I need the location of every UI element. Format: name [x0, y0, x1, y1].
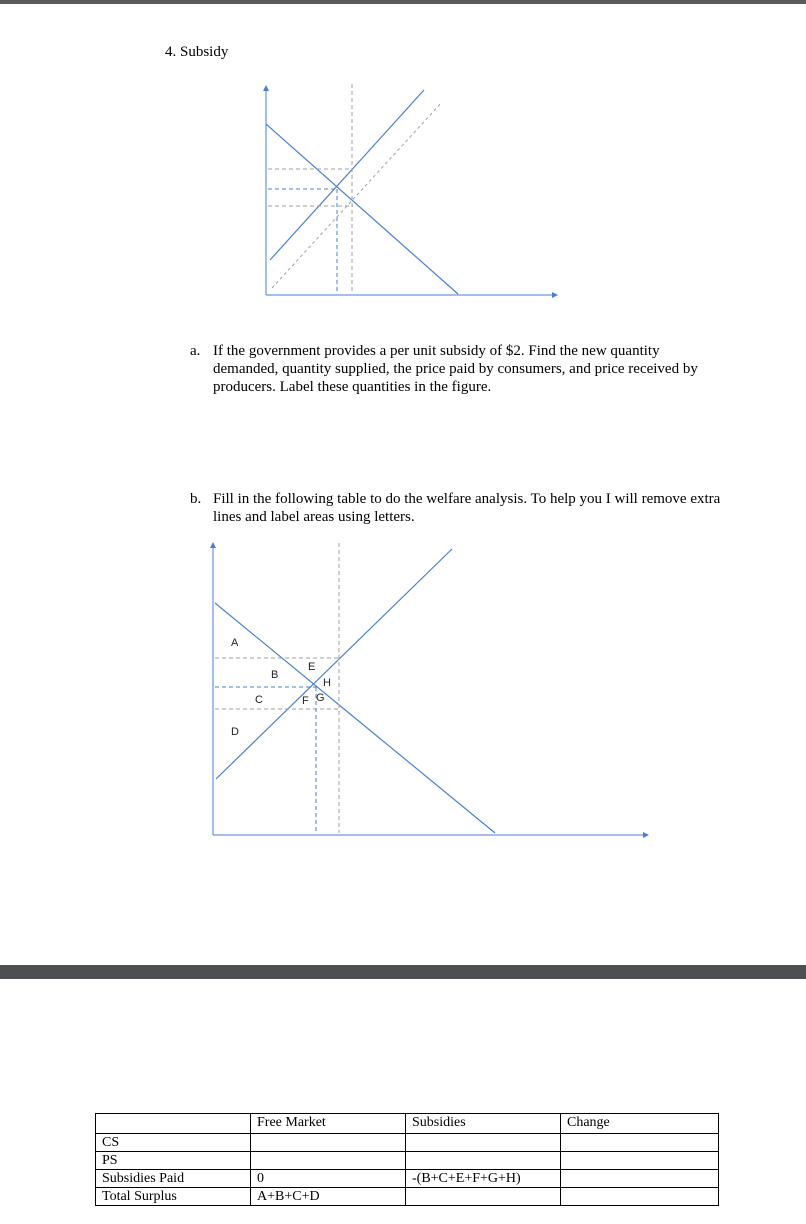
table-row: [96, 1188, 719, 1206]
table-header-cell: Subsidies: [406, 1114, 561, 1134]
question-a-label: a.: [190, 343, 201, 359]
table-row: [96, 1170, 719, 1188]
table-cell: -(B+C+E+F+G+H): [406, 1170, 561, 1188]
table-header-cell: Free Market: [251, 1114, 406, 1134]
table-row: [96, 1152, 719, 1170]
area-label-f: F: [302, 695, 309, 707]
table-header-cell: Change: [561, 1114, 719, 1134]
table-header-row: [96, 1114, 719, 1134]
table-cell: [561, 1134, 719, 1152]
table-cell: [561, 1188, 719, 1206]
table-cell: [406, 1152, 561, 1170]
table-row-label: PS: [96, 1152, 251, 1170]
table-row-label: Total Surplus: [96, 1188, 251, 1206]
table-cell: [251, 1152, 406, 1170]
fig2-demand-curve: [215, 603, 495, 833]
table-cell: A+B+C+D: [251, 1188, 406, 1206]
table-row-label: Subsidies Paid: [96, 1170, 251, 1188]
table-cell: [561, 1170, 719, 1188]
table-cell: [406, 1188, 561, 1206]
question-b-text: Fill in the following table to do the welfare analysis. To help you I will remove extra lines and label areas using letters.: [213, 491, 721, 525]
area-label-b: B: [271, 669, 279, 681]
table-row: [96, 1134, 719, 1152]
table-cell: [406, 1134, 561, 1152]
fig2-supply-curve: [216, 549, 452, 779]
area-label-a: A: [231, 637, 239, 649]
question-b-label: b.: [190, 491, 202, 507]
table-cell: 0: [251, 1170, 406, 1188]
area-label-e: E: [308, 661, 316, 673]
area-label-g: G: [316, 692, 325, 704]
area-label-h: H: [323, 677, 331, 689]
table-cell: [561, 1152, 719, 1170]
table-row-label: CS: [96, 1134, 251, 1152]
section-heading: 4. Subsidy: [165, 44, 229, 60]
table-header-cell: [96, 1114, 251, 1134]
welfare-table: [95, 1113, 719, 1206]
area-label-c: C: [255, 694, 263, 706]
question-a-text: If the government provides a per unit subsidy of $2. Find the new quantity demanded, quantity supplied, the price paid by consumers, and price received by producers. Label these quantities in the figure.: [213, 343, 698, 395]
area-label-d: D: [231, 726, 239, 738]
table-cell: [251, 1134, 406, 1152]
page-divider: [0, 965, 806, 979]
